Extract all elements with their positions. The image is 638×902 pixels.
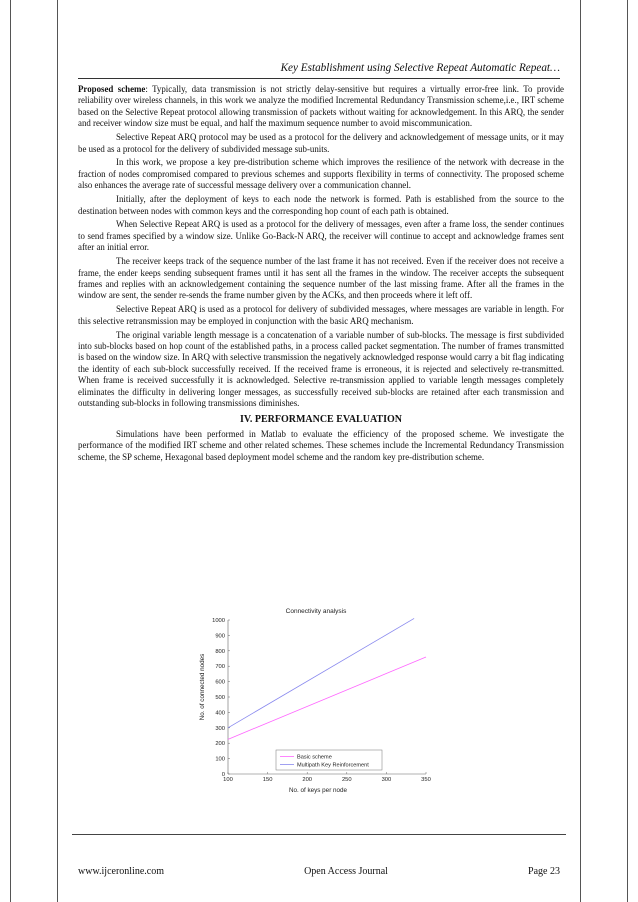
x-tick-label: 300 bbox=[381, 777, 392, 783]
y-tick-label: 300 bbox=[215, 725, 225, 732]
y-tick-labels bbox=[212, 618, 225, 778]
paragraph-8: The original variable length message is a concatenation of a variable number of sub-blocks. The message is first subdivided into sub-blocks based on hop count of the established paths, in a process called packet segmentation. The number of frames transmitted is based on the window size. In ARQ with selective transmission the negatively acknowledged response would carry a bit flag indicating the identity of each sub-block successfully received. If the received frame is erroneous, it is rejected and selectively re-transmitted. When frame is received successfully it is acknowledged. Selective re-transmission applied to variable length messages completely eliminates the difficulty in delivering longer messages, as successfully received sub-blocks are retained after each transmission and outstanding sub-blocks in following transmissions diminishes. bbox=[78, 329, 564, 409]
y-axis-label: No. of connected nodes bbox=[199, 653, 206, 721]
chart-svg bbox=[186, 602, 446, 802]
article-body bbox=[78, 84, 564, 466]
paragraph-4: Initially, after the deployment of keys to each node the network is formed. Path is established from the source to the destination between nodes with common keys and the corresponding hop count of each path is obtained. bbox=[78, 194, 564, 216]
chart-legend bbox=[276, 750, 382, 770]
y-tick-label: 100 bbox=[215, 756, 225, 763]
paragraph-proposed-scheme bbox=[78, 84, 564, 130]
x-tick-label: 200 bbox=[302, 777, 313, 783]
y-tick-label: 500 bbox=[215, 695, 225, 701]
y-tick-label: 700 bbox=[215, 664, 225, 671]
x-tick-label: 150 bbox=[262, 777, 273, 783]
series-lines bbox=[228, 618, 426, 739]
paragraph-9: Simulations have been performed in Matlab to evaluate the efficiency of the proposed scheme. We investigate the performance of the modified IRT scheme and other related schemes. These schemes include the Incremental Redundancy Transmission scheme, the SP scheme, Hexagonal based deployment model scheme and the random key pre-distribution scheme. bbox=[78, 428, 564, 462]
right-margin-bar bbox=[580, 0, 628, 902]
legend-label-2: Multipath Key Reinforcement bbox=[297, 762, 369, 769]
x-tick-label: 250 bbox=[341, 777, 352, 783]
left-margin-bar bbox=[10, 0, 58, 902]
proposed-scheme-lead: Proposed scheme bbox=[78, 84, 146, 94]
running-header: Key Establishment using Selective Repeat Automatic Repeat… bbox=[280, 62, 560, 74]
y-tick-label: 600 bbox=[215, 679, 225, 686]
y-tick-label: 1000 bbox=[212, 618, 225, 624]
connectivity-chart bbox=[186, 602, 446, 802]
footer-rule bbox=[72, 834, 566, 835]
paragraph-3: In this work, we propose a key pre-distribution scheme which improves the resilience of the network with decrease in the fraction of nodes compromised compared to previous schemes and supports flexibility in terms of connectivity. The proposed scheme also enhances the average rate of successful message delivery over a communication channel. bbox=[78, 157, 564, 191]
footer-journal: Open Access Journal bbox=[304, 866, 388, 877]
paragraph-1-text: : Typically, data transmission is not strictly delay-sensitive but requires a virtually error-free link. To provide reliability over wireless channels, in this work we analyze the modified Incremental Redundancy Transmission scheme,i.e., IRT scheme based on the Selective Repeat protocol allowing transmission of packets without waiting for acknowledgement. In this ARQ, the sender and receiver window size must be equal, and half the maximum sequence number to avoid miscommunication. bbox=[78, 84, 564, 129]
header-rule bbox=[78, 78, 560, 79]
footer-website: www.ijceronline.com bbox=[78, 866, 164, 877]
x-tick-label: 100 bbox=[223, 777, 233, 783]
chart-title: Connectivity analysis bbox=[285, 608, 347, 615]
page-footer bbox=[78, 866, 560, 877]
legend-label-1: Basic scheme bbox=[297, 754, 332, 761]
y-tick-label: 200 bbox=[215, 741, 225, 748]
paragraph-7: Selective Repeat ARQ is used as a protocol for delivery of subdivided messages, where messages are variable in length. For this selective retransmission may be employed in conjunction with the basic ARQ mechanism. bbox=[78, 304, 564, 326]
paragraph-6: The receiver keeps track of the sequence number of the last frame it has not received. Even if the receiver does not receive a frame, the ender keeps sending subsequent frames until it has sent all the frames in the window. The receiver accepts the subsequent frames and replies with an acknowledgement containing the sequence number of the last missing frame. After all the frames in the window are sent, the sender re-sends the frame number given by the ACKs, and then proceeds where it left off. bbox=[78, 256, 564, 301]
y-tick-label: 0 bbox=[221, 772, 225, 778]
x-tick-label: 350 bbox=[421, 777, 431, 783]
y-tick-label: 800 bbox=[215, 648, 225, 655]
paragraph-2: Selective Repeat ARQ protocol may be used as a protocol for the delivery and acknowledgement of message units, or it may be used as a protocol for the delivery of subdivided message sub-units. bbox=[78, 132, 564, 154]
paragraph-5: When Selective Repeat ARQ is used as a protocol for the delivery of messages, even after a frame loss, the sender continues to send frames specified by a window size. Unlike Go-Back-N ARQ, the receiver will continue to accept and acknowledge frames sent after an initial error. bbox=[78, 219, 564, 253]
section-heading: IV. PERFORMANCE EVALUATION bbox=[240, 414, 402, 426]
y-tick-label: 900 bbox=[215, 633, 225, 640]
footer-page-number: Page 23 bbox=[528, 866, 560, 877]
x-axis-label: No. of keys per node bbox=[288, 787, 348, 794]
x-tick-labels bbox=[223, 777, 431, 783]
y-tick-label: 400 bbox=[215, 710, 225, 717]
